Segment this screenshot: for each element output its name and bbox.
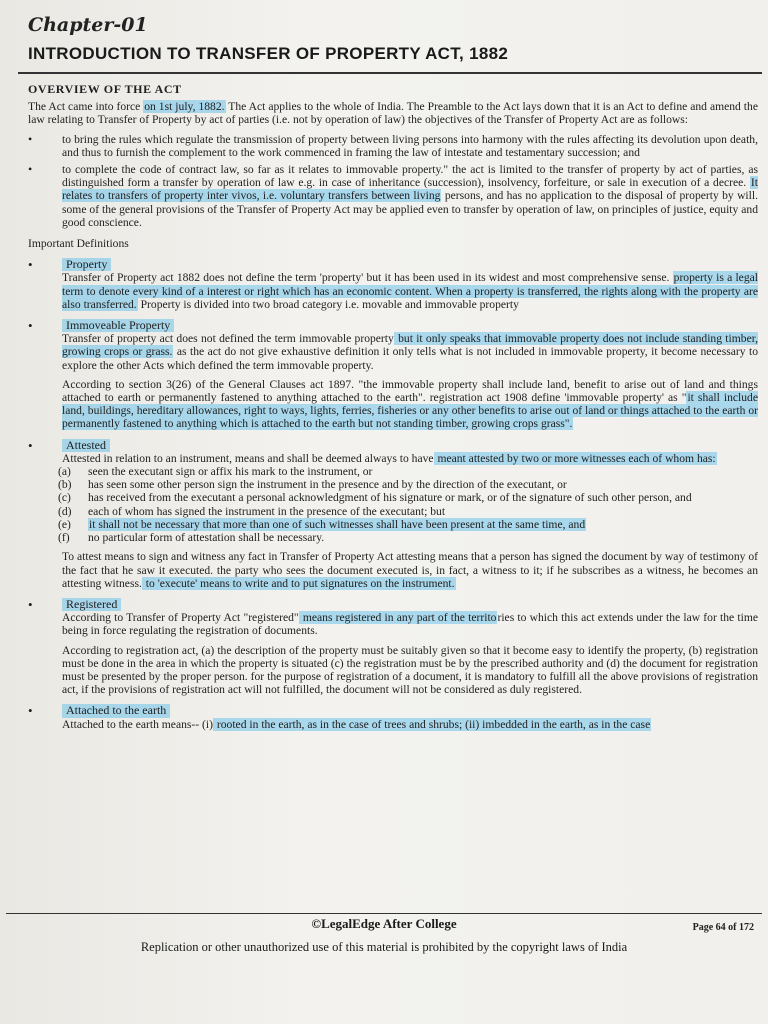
item-text: each of whom has signed the instrument in the presence of the executant; but bbox=[88, 504, 446, 518]
intro-date-highlight: on 1st july, 1882. bbox=[144, 100, 225, 114]
item-label: (d) bbox=[58, 504, 72, 518]
definition-text bbox=[62, 378, 758, 431]
footer-divider bbox=[6, 913, 762, 914]
attest-meaning-text: To attest means to sign and witness any fact in Transfer of Property Act attesting means that a person has signed the document by way of testimony of the fact that he saw it executed. the party who sees the document executed is, in fact, a witness to it; if he subscribes as a witness, he becomes an attesting witness. bbox=[62, 550, 758, 590]
attested-highlight: meant attested by two or more witnesses each of whom has: bbox=[434, 451, 716, 465]
intro-text: The Act came into force bbox=[28, 100, 141, 114]
item-label: (a) bbox=[58, 465, 71, 479]
definition-text: According to registration act, (a) the description of the property must be suitably given so that it become easy to identify the property, (b) registration must be done in the area in which the property is situated (c) the registration must be by the prescribed authority and (d) the document for registration must be presented by the proper person. for the purpose of registration of a document, it is mandatory to fulfill all the above provisions of registration act, if the provisions of registration act will not fulfilled, the document will not be considered as duly registered. bbox=[62, 643, 758, 697]
definition-immoveable-property bbox=[28, 319, 758, 431]
list-item bbox=[58, 504, 758, 518]
objective-text: to complete the code of contract law, so far as it relates to immovable property." the act is limited to the transfer of property by act of parties, as distinguished form a transfer by operation of law e.g. in case of inheritance (succession), insolvency, forfeiture, or sale in execution of a decree. bbox=[62, 163, 758, 190]
definition-title: Attested bbox=[62, 439, 110, 452]
objective-highlight: It relates to transfers of property inter vivos, i.e. voluntary transfers between living bbox=[62, 176, 758, 203]
item-text: has seen some other person sign the instrument in the presence and by the direction of the executant, or bbox=[88, 478, 567, 492]
attached-text: Attached to the earth means-- (i) bbox=[62, 717, 213, 731]
definition-attested bbox=[28, 439, 758, 590]
overview-heading: OVERVIEW OF THE ACT bbox=[28, 82, 182, 96]
list-item bbox=[58, 491, 758, 505]
registered-highlight: means registered in any part of the territo bbox=[299, 611, 497, 625]
definition-title: Attached to the earth bbox=[62, 704, 170, 717]
item-text: seen the executant sign or affix his mark to the instrument, or bbox=[88, 465, 373, 479]
copyright-notice: Replication or other unauthorized use of this material is prohibited by the copyright laws of India bbox=[140, 940, 628, 954]
immoveable-clause-highlight: it shall include land, buildings, hereditary allowances, right to ways, lights, ferries, fisheries or any other benefits to arise out of land or things attached to the earth or permanently fastened to anything which is attached to the earth but not standing timber, growing crops grass". bbox=[62, 391, 758, 431]
attested-text: Attested in relation to an instrument, means and shall be deemed always to have bbox=[62, 451, 434, 465]
registered-text-cont: ries to which this act extends under the law for the time being in force regulating the registration of documents. bbox=[62, 611, 758, 638]
definition-text bbox=[62, 452, 758, 465]
item-label: (b) bbox=[58, 478, 72, 492]
title-divider bbox=[18, 72, 762, 74]
definition-attached-to-earth bbox=[28, 704, 758, 730]
intro-text-cont: The Act applies to the whole of India. The Preamble to the Act lays down that it is an Act to define and amend the law relating to Transfer of Property by act of parties (i.e. not by operation of law) the objectives of the Transfer of Property Act are as follows: bbox=[28, 100, 758, 127]
immoveable-highlight: but it only speaks that immovable property does not include standing timber, growing crops or grass. bbox=[62, 332, 759, 359]
page-content bbox=[28, 80, 758, 731]
page-number: Page 64 of 172 bbox=[692, 922, 754, 933]
definition-title: Registered bbox=[62, 598, 121, 611]
definition-registered bbox=[28, 598, 758, 696]
overview-intro bbox=[28, 100, 758, 126]
objective-item: • to bring the rules which regulate the transmission of property between living persons into harmony with the rules affecting its devolution upon death, and thus to furnish the complement to the work commenced in framing the law of intestate and testamentary succession; and bbox=[28, 133, 758, 159]
definition-text bbox=[62, 611, 758, 637]
attestation-conditions bbox=[58, 465, 758, 545]
list-item bbox=[58, 517, 758, 531]
item-label: (e) bbox=[58, 517, 71, 531]
immoveable-text-cont: as the act do not give exhaustive definition it only tells what is not included in immovable property, it become necessary to explore the other Acts which defined the term immovable property. bbox=[62, 345, 758, 372]
attest-meaning-highlight: to 'execute' means to write and to put signatures on the instrument. bbox=[142, 576, 455, 590]
objective-text-cont: persons, and has no application to the disposal of property by will. some of the general provisions of the Transfer of Property Act may be applied even to transfer by operation of law, on principles of justice, equity and good conscience. bbox=[62, 189, 758, 229]
list-item bbox=[58, 465, 758, 479]
chapter-label: Chapter-01 bbox=[28, 14, 148, 36]
definition-title: Immoveable Property bbox=[62, 319, 174, 332]
registered-text: According to Transfer of Property Act "registered" bbox=[62, 611, 299, 625]
objective-item bbox=[28, 163, 758, 229]
property-text: Transfer of Property act 1882 does not define the term 'property' but it has been used in its widest and most comprehensive sense. bbox=[62, 271, 670, 285]
definition-text bbox=[62, 718, 758, 731]
property-highlight: property is a legal term to denote every kind of a interest or right which has an economic content. When a property is transferred, the rights along with the property are also transferred. bbox=[62, 271, 758, 311]
definition-property bbox=[28, 258, 758, 311]
item-text-highlight: it shall not be necessary that more than one of such witnesses shall have been present at the same time, and bbox=[89, 517, 586, 531]
item-text: no particular form of attestation shall be necessary. bbox=[88, 531, 325, 545]
immoveable-text: Transfer of property act does not defined the term immovable property bbox=[62, 332, 394, 346]
list-item bbox=[58, 478, 758, 492]
definition-text bbox=[62, 332, 758, 372]
item-label: (f) bbox=[58, 531, 70, 545]
definition-text bbox=[62, 550, 758, 590]
definitions-heading: Important Definitions bbox=[28, 237, 129, 251]
immoveable-clause-text: According to section 3(26) of the General Clauses act 1897. "the immovable property shall include land, benefit to arise out of land and things attached to earth or permanently fastened to anything attached to the earth". registration act 1908 define 'immovable property' as " bbox=[62, 377, 758, 405]
chapter-title: INTRODUCTION TO TRANSFER OF PROPERTY ACT, 1882 bbox=[28, 44, 509, 63]
definition-title: Property bbox=[62, 258, 111, 271]
item-label: (c) bbox=[58, 491, 71, 505]
definition-text bbox=[62, 271, 758, 311]
list-item bbox=[58, 531, 758, 545]
objectives-list bbox=[28, 133, 758, 229]
property-text-cont: Property is divided into two broad category i.e. movable and immovable property bbox=[137, 297, 519, 311]
attached-highlight: rooted in the earth, as in the case of trees and shrubs; (ii) imbedded in the earth, as in the case bbox=[213, 717, 651, 731]
item-text: has received from the executant a personal acknowledgment of his signature or mark, or of the signature of such other person, and bbox=[88, 491, 692, 505]
copyright-line: ©LegalEdge After College bbox=[311, 916, 457, 931]
